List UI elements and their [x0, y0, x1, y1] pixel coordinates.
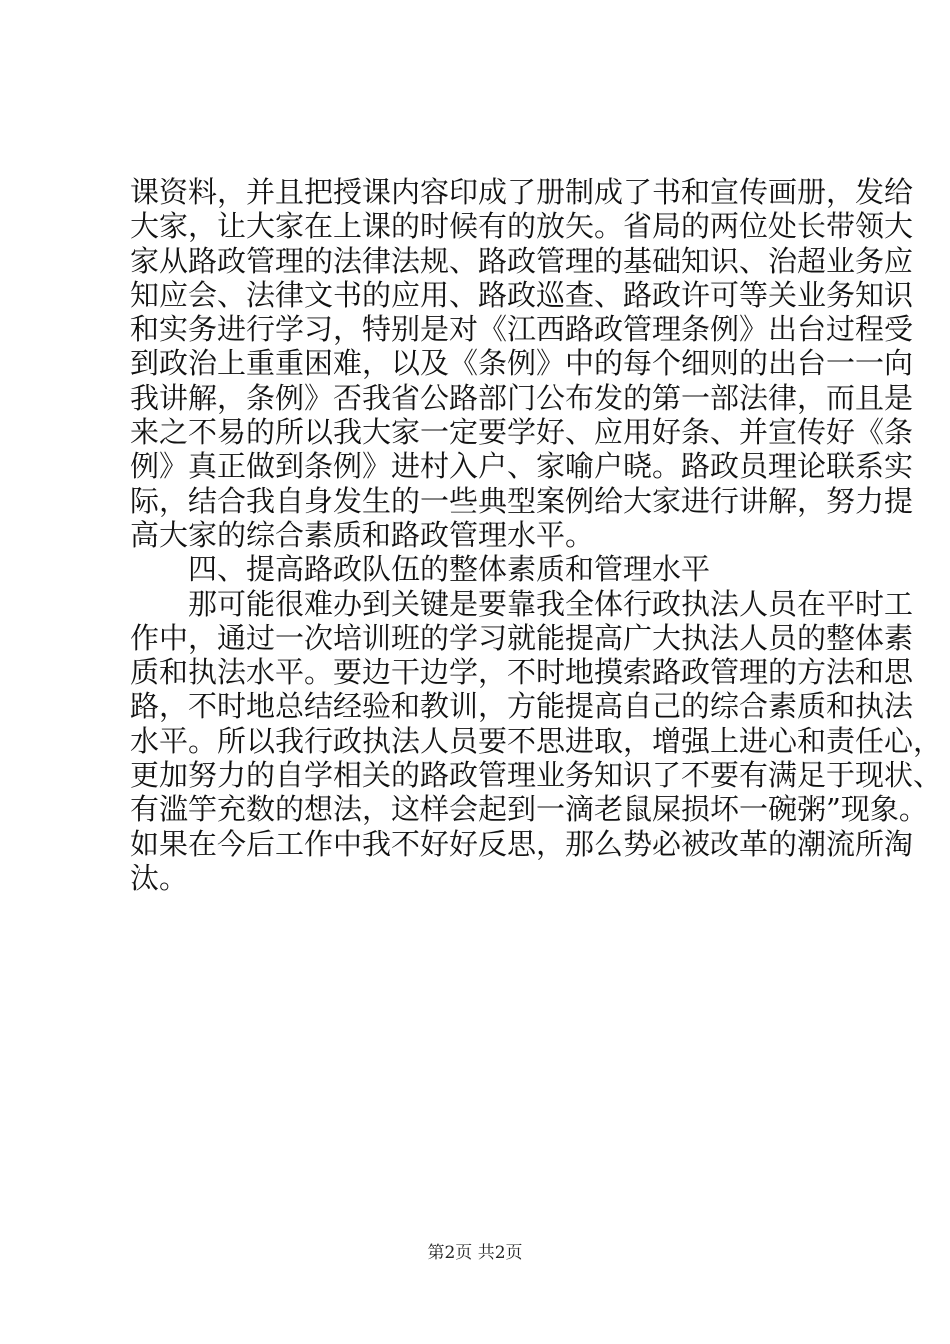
text-line: 家从路政管理的法律法规、路政管理的基础知识、治超业务应 — [130, 243, 914, 278]
page-footer: 第2页 共2页 — [427, 1243, 523, 1263]
text-line: 四、提高路政队伍的整体素质和管理水平 — [188, 552, 711, 587]
text-line: 大家，让大家在上课的时候有的放矢。省局的两位处长带领大 — [130, 209, 914, 244]
text-line: 如果在今后工作中我不好好反思，那么势必被改革的潮流所淘 — [130, 826, 914, 861]
body-text — [130, 175, 943, 895]
text-line: 和实务进行学习，特别是对《江西路政管理条例》出台过程受 — [130, 312, 914, 347]
text-line: 汰。 — [130, 860, 189, 895]
text-line: 高大家的综合素质和路政管理水平。 — [130, 517, 595, 552]
text-line: 到政治上重重困难，以及《条例》中的每个细则的出台一一向 — [130, 346, 914, 381]
text-line: 来之不易的所以我大家一定要学好、应用好条、并宣传好《条 — [130, 415, 914, 450]
text-line: 知应会、法律文书的应用、路政巡查、路政许可等关业务知识 — [130, 277, 914, 312]
text-line: 作中，通过一次培训班的学习就能提高广大执法人员的整体素 — [130, 620, 914, 655]
text-line: 更加努力的自学相关的路政管理业务知识了不要有满足于现状、 — [130, 758, 943, 793]
text-line: 有滥竽充数的想法，这样会起到一滴老鼠屎损坏一碗粥”现象。 — [130, 792, 928, 827]
text-line: 际，结合我自身发生的一些典型案例给大家进行讲解，努力提 — [130, 483, 914, 518]
text-line: 质和执法水平。要边干边学，不时地摸索路政管理的方法和思 — [130, 655, 914, 690]
text-line: 课资料，并且把授课内容印成了册制成了书和宣传画册，发给 — [130, 175, 914, 209]
text-line: 我讲解，条例》否我省公路部门公布发的第一部法律，而且是 — [130, 380, 914, 415]
text-line: 那可能很难办到关键是要靠我全体行政执法人员在平时工 — [188, 586, 914, 621]
text-line: 水平。所以我行政执法人员要不思进取，增强上进心和责任心， — [130, 723, 943, 758]
text-line: 例》真正做到条例》进村入户、家喻户晓。路政员理论联系实 — [130, 449, 914, 484]
text-line: 路，不时地总结经验和教训，方能提高自己的综合素质和执法 — [130, 689, 914, 724]
